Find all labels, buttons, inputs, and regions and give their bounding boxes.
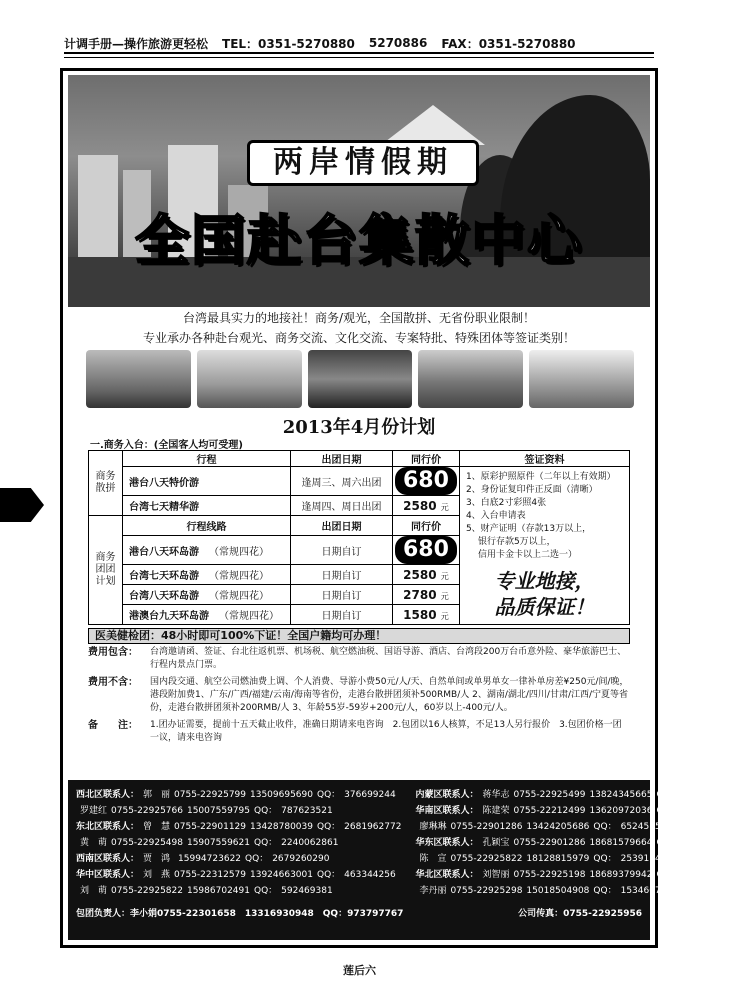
contact-region: 华东区联系人： (415, 838, 479, 848)
contact-qq: 2539114252 (620, 854, 678, 864)
route-date: 日期自订 (291, 536, 393, 565)
contact-name: 蒋华志 (482, 790, 510, 800)
contact-row: 黄 萌 0755-22925498 15907559621 QQ： 2240062861 (80, 838, 339, 848)
category-business: 商务散拼 (89, 451, 123, 516)
contacts-panel (68, 780, 741, 940)
company-fax: 公司传真：0755-22925956 (518, 909, 642, 919)
route-price: 680 (393, 467, 460, 496)
medical-checkup-banner: 医美健检团：48小时即可100%下证！全国户籍均可办理！ (88, 628, 630, 644)
intro-line-2: 专业承办各种赴台观光、商务交流、文化交流、专案特批、特殊团体等签证类别！ (142, 331, 575, 345)
header-fax: FAX：0351-5270880 (441, 36, 576, 51)
route-date: 逢周三、周六出团 (291, 467, 393, 496)
contact-name: 黄 萌 (80, 838, 108, 848)
page-arrow-icon (0, 488, 44, 522)
contact-qq: 2352919084 (683, 870, 741, 880)
intro-text (68, 308, 650, 348)
contact-region: 华北区联系人： (415, 870, 479, 880)
contact-mobile: 15018504908 (526, 886, 590, 896)
contact-row: 廖琳琳 0755-22901286 13424205686 QQ： 652457505 (419, 822, 673, 832)
contact-tel: 0755-22901129 (174, 822, 246, 832)
header-rule (64, 57, 654, 58)
contact-qq: 1367685995 (683, 806, 741, 816)
contact-name: 陈 宣 (419, 854, 447, 864)
contact-region: 内蒙区联系人： (415, 790, 479, 800)
visa-requirements: 1、原彩护照原件（二年以上有效期） 2、身份证复印件正反面（清晰） 3、白底2寸彩照4张 4、入台申请表 5、财产证明（存款13万以上， 银行存款5万以上， 信用卡金卡以上二选一） 专业地接， 品质保证！ (459, 467, 629, 625)
contact-tel: 0755-22901286 (513, 838, 586, 848)
contact-qq: 592469381 (281, 886, 333, 896)
contact-tel: 0755-22925298 (450, 886, 523, 896)
fees-include: 费用包含： 台湾邀请函、签证、台北往返机票、机场税、航空燃油税、国语导游、酒店、台湾段200万台币意外险、豪华旅游巴士、行程内景点门票。 (88, 647, 627, 670)
contact-mobile: 15907559621 (186, 838, 250, 848)
contact-name: 李丹丽 (419, 886, 447, 896)
contact-mobile: 13424205686 (526, 822, 590, 832)
scenic-photo (529, 350, 634, 408)
contact-mobile: 18689379942 (589, 870, 653, 880)
contact-tel: 0755-22901286 (450, 822, 523, 832)
photo-strip (86, 350, 634, 408)
route-price: 680 (393, 536, 460, 565)
header-route: 行程 (123, 451, 291, 467)
contact-tel: 0755-22925766 (111, 806, 183, 816)
contact-row: 华东区联系人： 孔颖宝 0755-22901286 18681579664 QQ： 1845290667 (415, 838, 741, 848)
route-price: 2580 元 (393, 496, 460, 516)
contact-name: 刘 燕 (143, 870, 171, 880)
contact-qq: 444729030 (683, 790, 736, 800)
contact-name: 罗建红 (80, 806, 108, 816)
contact-row: 华南区联系人： 陈建荣 0755-22212499 13620972036 QQ： 1367685995 (415, 806, 741, 816)
scenic-photo (308, 350, 413, 408)
header-price-2: 同行价 (393, 516, 460, 536)
contact-region: 华南区联系人： (415, 806, 479, 816)
contact-qq: 1534607951 (620, 886, 678, 896)
contact-row: 李丹丽 0755-22925298 15018504908 QQ： 1534607951 (419, 886, 678, 896)
intro-line-1: 台湾最具实力的地接社！商务/观光，全国散拼、无省份职业限制！ (182, 311, 536, 325)
group-manager: 包团负责人：李小娟0755-22301658 13316930948 QQ：973797767 (76, 909, 404, 919)
plan-title: 2013年4月份计划 (282, 417, 436, 438)
hero-badge: 两岸情假期 (247, 140, 479, 186)
contact-row: 华北区联系人： 刘智丽 0755-22925198 18689379942 QQ： 2352919084 (415, 870, 741, 880)
contact-mobile: 13824345665 (589, 790, 653, 800)
contact-qq: 652457505 (620, 822, 673, 832)
contact-name: 刘智丽 (482, 870, 510, 880)
contact-mobile: 15007559795 (186, 806, 250, 816)
hero-title: 全国赴台集散中心 (135, 208, 583, 272)
contact-mobile: 13509695690 (250, 790, 313, 800)
scenic-photo (197, 350, 302, 408)
contact-row: 罗建红 0755-22925766 15007559795 QQ： 787623521 (80, 806, 333, 816)
header-tel2: 5270886 (368, 36, 428, 50)
route-date: 日期自订 (291, 605, 393, 625)
contact-mobile: 18681579664 (589, 838, 653, 848)
header-slogan: 计调手册—操作旅游更轻松 (64, 36, 209, 51)
contact-mobile: 13924663001 (250, 870, 313, 880)
contact-row: 内蒙区联系人： 蒋华志 0755-22925499 13824345665 QQ： 444729030 (415, 790, 736, 800)
contact-qq: 1845290667 (683, 838, 741, 848)
contact-qq: 787623521 (281, 806, 333, 816)
contact-region: 西北区联系人： (76, 790, 140, 800)
header-date-2: 出团日期 (291, 516, 393, 536)
contacts-footer (76, 906, 642, 919)
route-date: 日期自订 (291, 565, 393, 585)
contact-tel: 0755-22925799 (174, 790, 246, 800)
contact-name: 刘 萌 (80, 886, 108, 896)
route-date: 逢周四、周日出团 (291, 496, 393, 516)
contact-name: 陈建荣 (482, 806, 510, 816)
route-price: 2780 元 (393, 585, 460, 605)
contact-name: 贾 鸿 (143, 854, 171, 864)
fees-section (88, 646, 630, 749)
route-name: 港台八天特价游 (123, 467, 291, 496)
header-price: 同行价 (393, 451, 460, 467)
contact-mobile: 13620972036 (589, 806, 653, 816)
page-footer: 莲后六 (343, 964, 376, 977)
route-price: 2580 元 (393, 565, 460, 585)
contact-name: 郭 丽 (143, 790, 171, 800)
contact-row: 西南区联系人： 贾 鸿 15994723622 QQ： 2679260290 (76, 854, 330, 864)
route-name: 港澳台九天环岛游 （常规四花） (123, 605, 291, 625)
contact-qq: 2681962772 (344, 822, 402, 832)
category-tour: 商务团团计划 (89, 516, 123, 625)
contact-row: 陈 宣 0755-22925822 18128815979 QQ： 2539114252 (419, 854, 678, 864)
header-date: 出团日期 (291, 451, 393, 467)
route-price: 1580 元 (393, 605, 460, 625)
contact-tel: 0755-22312579 (174, 870, 246, 880)
route-name: 台湾七天环岛游 （常规四花） (123, 565, 291, 585)
scenic-photo (418, 350, 523, 408)
business-note: 一.商务入台：(全国客人均可受理) (90, 440, 243, 451)
contact-name: 孔颖宝 (482, 838, 510, 848)
header-route-2: 行程线路 (123, 516, 291, 536)
header-tel: TEL：0351-5270880 (222, 36, 355, 51)
contact-region: 东北区联系人： (76, 822, 140, 832)
contact-name: 廖琳琳 (419, 822, 447, 832)
contact-qq: 2240062861 (281, 838, 339, 848)
contact-mobile: 15994723622 (178, 854, 242, 864)
route-date: 日期自订 (291, 585, 393, 605)
contact-region: 西南区联系人： (76, 854, 140, 864)
slogan: 专业地接， 品质保证！ (494, 569, 595, 619)
contact-row: 东北区联系人： 曾 慧 0755-22901129 13428780039 QQ： 2681962772 (76, 822, 402, 832)
fees-remark: 备 注： 1.团办证需要，提前十五天截止收件，准确日期请来电咨询 2.包团以16人核算，不足13人另行报价 3.包团价格一团一议，请来电咨询 (88, 720, 622, 743)
route-name: 台湾七天精华游 (123, 496, 291, 516)
route-name: 台湾八天环岛游 （常规四花） (123, 585, 291, 605)
header-bar (64, 34, 654, 54)
contact-qq: 2679260290 (272, 854, 330, 864)
contact-region: 华中区联系人： (76, 870, 140, 880)
contact-tel: 0755-22925822 (111, 886, 183, 896)
fees-exclude: 费用不含： 国内段交通、航空公司燃油费上调、个人消费、导游小费50元/人/天、自然单间或单男单女一律补单房差¥250元/间/晚，港段附加费1、广东/广西/福建/云南/海南等省份，走港台散拼团须补500RMB/人 2、湖南/湖北/四川/甘肃/江西/宁夏等省份，走港台散拼团须补200RMB/人 3、年龄55岁-59岁+200元/人，60岁以上-400元/人。 (88, 677, 629, 713)
contact-qq: 463344256 (344, 870, 396, 880)
contact-tel: 0755-22925498 (111, 838, 183, 848)
scenic-photo (86, 350, 191, 408)
contact-mobile: 13428780039 (250, 822, 313, 832)
contact-qq: 376699244 (344, 790, 396, 800)
contact-row: 西北区联系人： 郭 丽 0755-22925799 13509695690 QQ： 376699244 (76, 790, 396, 800)
contact-tel: 0755-22212499 (513, 806, 586, 816)
contact-tel: 0755-22925499 (513, 790, 586, 800)
route-name: 港台八天环岛游 （常规四花） (123, 536, 291, 565)
contact-tel: 0755-22925198 (513, 870, 586, 880)
plan-table (88, 450, 630, 625)
header-visa: 签证资料 (459, 451, 629, 467)
contact-name: 曾 慧 (143, 822, 171, 832)
contact-row: 华中区联系人： 刘 燕 0755-22312579 13924663001 QQ： 463344256 (76, 870, 396, 880)
contact-row: 刘 萌 0755-22925822 15986702491 QQ： 592469381 (80, 886, 333, 896)
contact-mobile: 15986702491 (186, 886, 250, 896)
contact-mobile: 18128815979 (526, 854, 590, 864)
contact-tel: 0755-22925822 (450, 854, 523, 864)
